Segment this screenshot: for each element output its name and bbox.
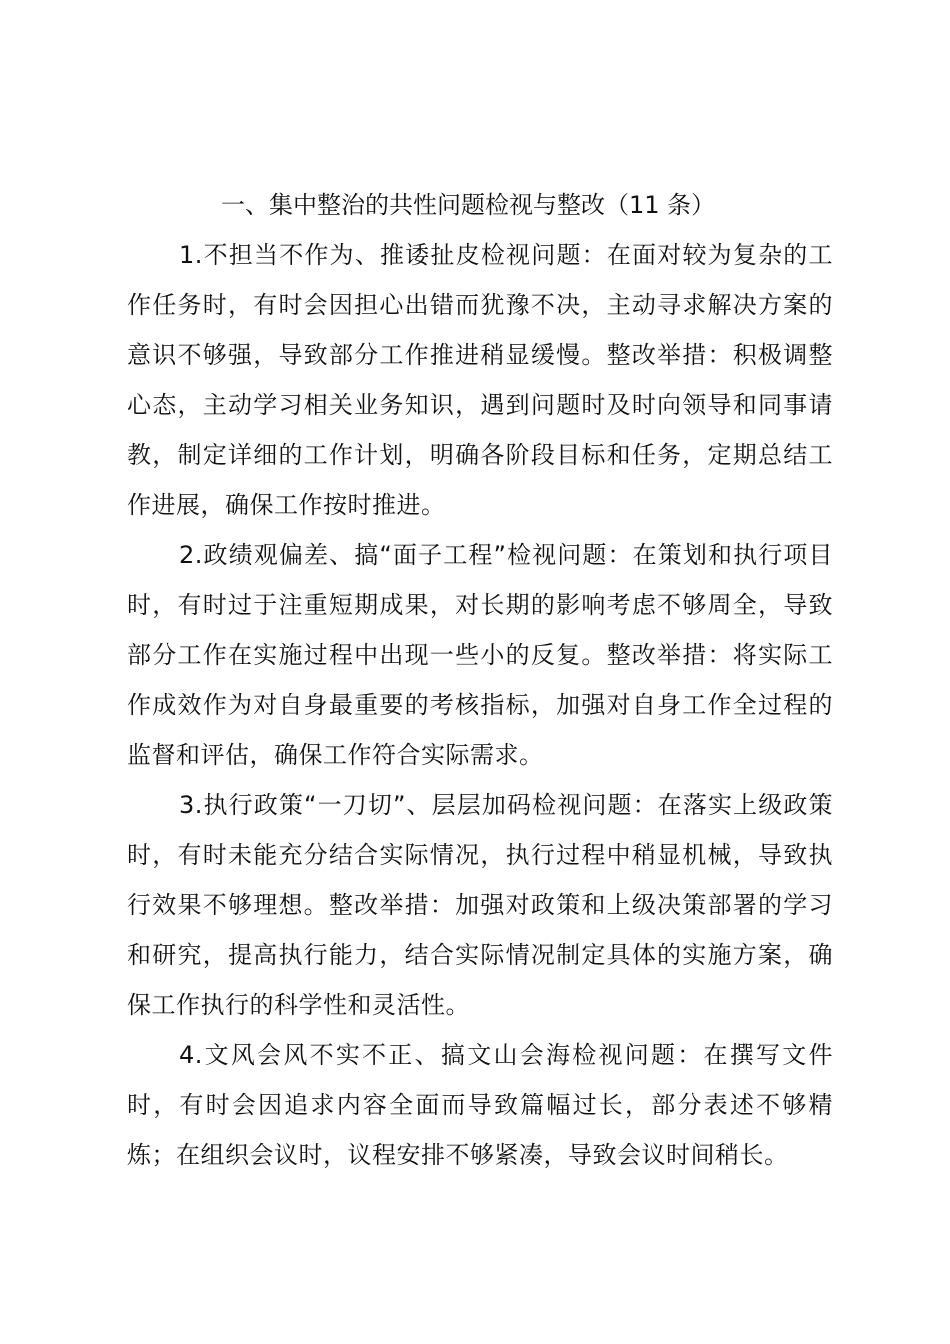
section-heading: 一、集中整治的共性问题检视与整改（11 条） bbox=[221, 191, 716, 219]
paragraph-2: 2.政绩观偏差、搞“面子工程”检视问题：在策划和执行项目时，有时过于注重短期成果，对长期的影响考虑不够周全，导致部分工作在实施过程中出现一些小的反复。整改举措：将实际工作成效作为对自身最重要的考核指标，加强对自身工作全过程的监督和评估，确保工作符合实际需求。 bbox=[127, 541, 833, 769]
paragraph-1: 1.不担当不作为、推诿扯皮检视问题：在面对较为复杂的工作任务时，有时会因担心出错而犹豫不决，主动寻求解决方案的意识不够强，导致部分工作推进稍显缓慢。整改举措：积极调整心态，主动学习相关业务知识，遇到问题时及时向领导和同事请教，制定详细的工作计划，明确各阶段目标和任务，定期总结工作进展，确保工作按时推进。 bbox=[127, 241, 833, 519]
paragraph-3: 3.执行政策“一刀切”、层层加码检视问题：在落实上级政策时，有时未能充分结合实际情况，执行过程中稍显机械，导致执行效果不够理想。整改举措：加强对政策和上级决策部署的学习和研究，提高执行能力，结合实际情况制定具体的实施方案，确保工作执行的科学性和灵活性。 bbox=[127, 791, 833, 1019]
paragraph-4: 4.文风会风不实不正、搞文山会海检视问题：在撰写文件时，有时会因追求内容全面而导致篇幅过长，部分表述不够精炼；在组织会议时，议程安排不够紧凑，导致会议时间稍长。 bbox=[127, 1041, 833, 1169]
document-body bbox=[127, 180, 833, 1180]
